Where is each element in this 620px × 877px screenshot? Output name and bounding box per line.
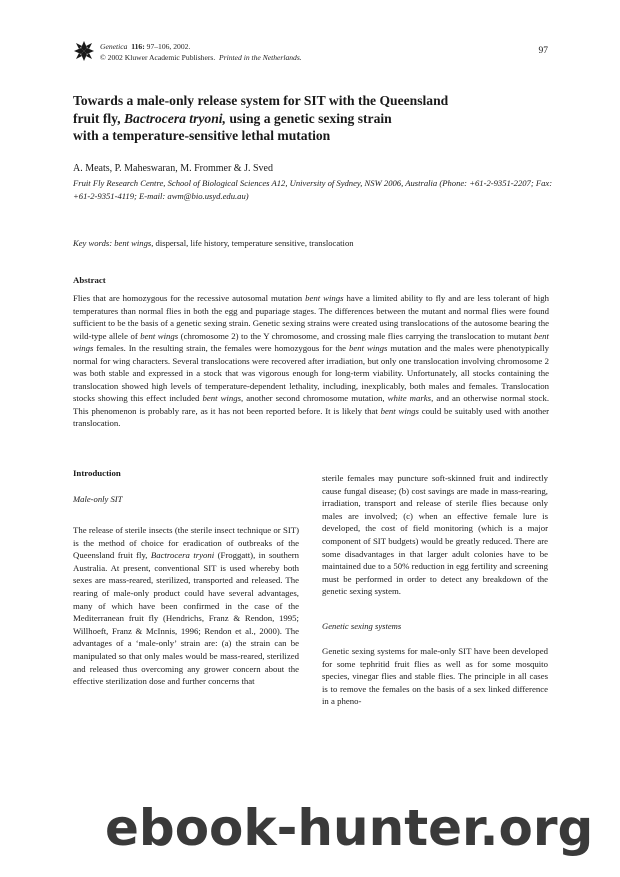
title-line-1: Towards a male-only release system for SIT with the Queensland [73,93,449,108]
authors: A. Meats, P. Maheswaran, M. Frommer & J. Sved [73,163,273,174]
subheading-male-only-sit: Male-only SIT [73,494,123,504]
journal-volume: 116: [131,42,145,51]
watermark: ebook-hunter.org [105,799,594,857]
journal-citation [100,42,302,63]
page-number: 97 [538,46,548,56]
journal-pages: 97–106, 2002. [146,42,191,51]
species-name: Bactrocera tryoni, [123,110,226,126]
keywords-label: Key words: [73,238,113,248]
subheading-genetic-sexing-systems: Genetic sexing systems [322,621,402,631]
introduction-heading: Introduction [73,468,121,478]
printed-note: Printed in the Netherlands. [219,52,302,62]
intro-column-right-paragraph: sterile females may puncture soft-skinned fruit and indirectly cause fungal disease; (b) cost savings are made in mass-rearing, irradiation, transport and release of sterile flies because only males are involved; (c) when an effective female lure is developed, the cost of field monitoring (which is a major component of SIT budgets) would be greatly reduced. There are some disadvantages in that larger adult colonies have to be maintained due to a 50% reduction in egg fertility and screening must be performed in order to detect any breakdown of the genetic sexing system. [322,473,548,597]
publisher-logo-icon [73,40,95,62]
intro-column-left: The release of sterile insects (the sterile insect technique or SIT) is the method of choice for eradication of outbreaks of the Queensland fruit fly, Bactrocera tryoni (Froggatt), in southern Australia. At present, conventional SIT is used whereby both sexes are mass-reared, sterilized, transported and released. The rearing of male-only product could have several advantages, many of which have been confirmed in the case of the Mediterranean fruit fly (Hendrichs, Franz & Rendon, 1995; Willhoeft, Franz & McInnis, 1996; Rendon et al., 2000). The advantages of a ‘male-only’ strain are: (a) the strain can be manipulated so that only males would be mass-reared, sterilized and released thus overcoming any grower concern about the effective sterilization dose and further concerns that [73,525,299,687]
title-line-3: with a temperature-sensitive lethal mutation [73,128,331,144]
journal-name: Genetica [100,42,128,51]
title-line-2: fruit fly, Bactrocera tryoni, using a genetic sexing strain [73,110,392,126]
copyright: © 2002 Kluwer Academic Publishers. [100,52,216,62]
abstract-text: Flies that are homozygous for the recessive autosomal mutation bent wings have a limited ability to fly and are less tolerant of high temperatures than normal flies in both the egg and pupariage stages. The differences between the mutant and normal flies were found sufficient to be the basis of a genetic sexing strain. Genetic sexing strains were created using translocations of the autosome bearing the wild-type allele of bent wings (chromosome 2) to the Y chromosome, and crossing male flies carrying the translocation to mutant bent wings females. In the resulting strain, the females were homozygous for the bent wings mutation and the males were phenotypically normal for wing characters. Several translocations were recovered after irradiation, but only one translocation involving chromosome 2 was both stable and expressed in a stock that was vigorous enough for long-term viability. Unfortunately, all stocks containing the translocation showed high levels of temperature-dependent lethality, including, inexplicably, both males and females. Translocation stocks showing this effect included bent wings, another second chromosome mutation, white marks, and an otherwise normal stock. This phenomenon is probably rare, as it has not been reported before. It is likely that bent wings could be suitably used with another translocation. [73,293,550,428]
intro-column-right-paragraph-2: Genetic sexing systems for male-only SIT have been developed for some tephritid fruit flies as well as for some mosquito species, vinegar flies and stable flies. The principle in all cases is to remove the females on the basis of a sex linked difference in a pheno- [322,646,548,707]
abstract-heading: Abstract [73,275,106,285]
keywords: Key words: bent wings, dispersal, life history, temperature sensitive, translocation [73,238,354,248]
affiliation: Fruit Fly Research Centre, School of Biological Sciences A12, University of Sydney, NSW 2006, Australia (Phone: +61-2-9351-2207; Fax: +61-2-9351-4119; E-mail: awm@bio.usyd.edu.au) [73,178,553,201]
article-title [73,92,553,145]
